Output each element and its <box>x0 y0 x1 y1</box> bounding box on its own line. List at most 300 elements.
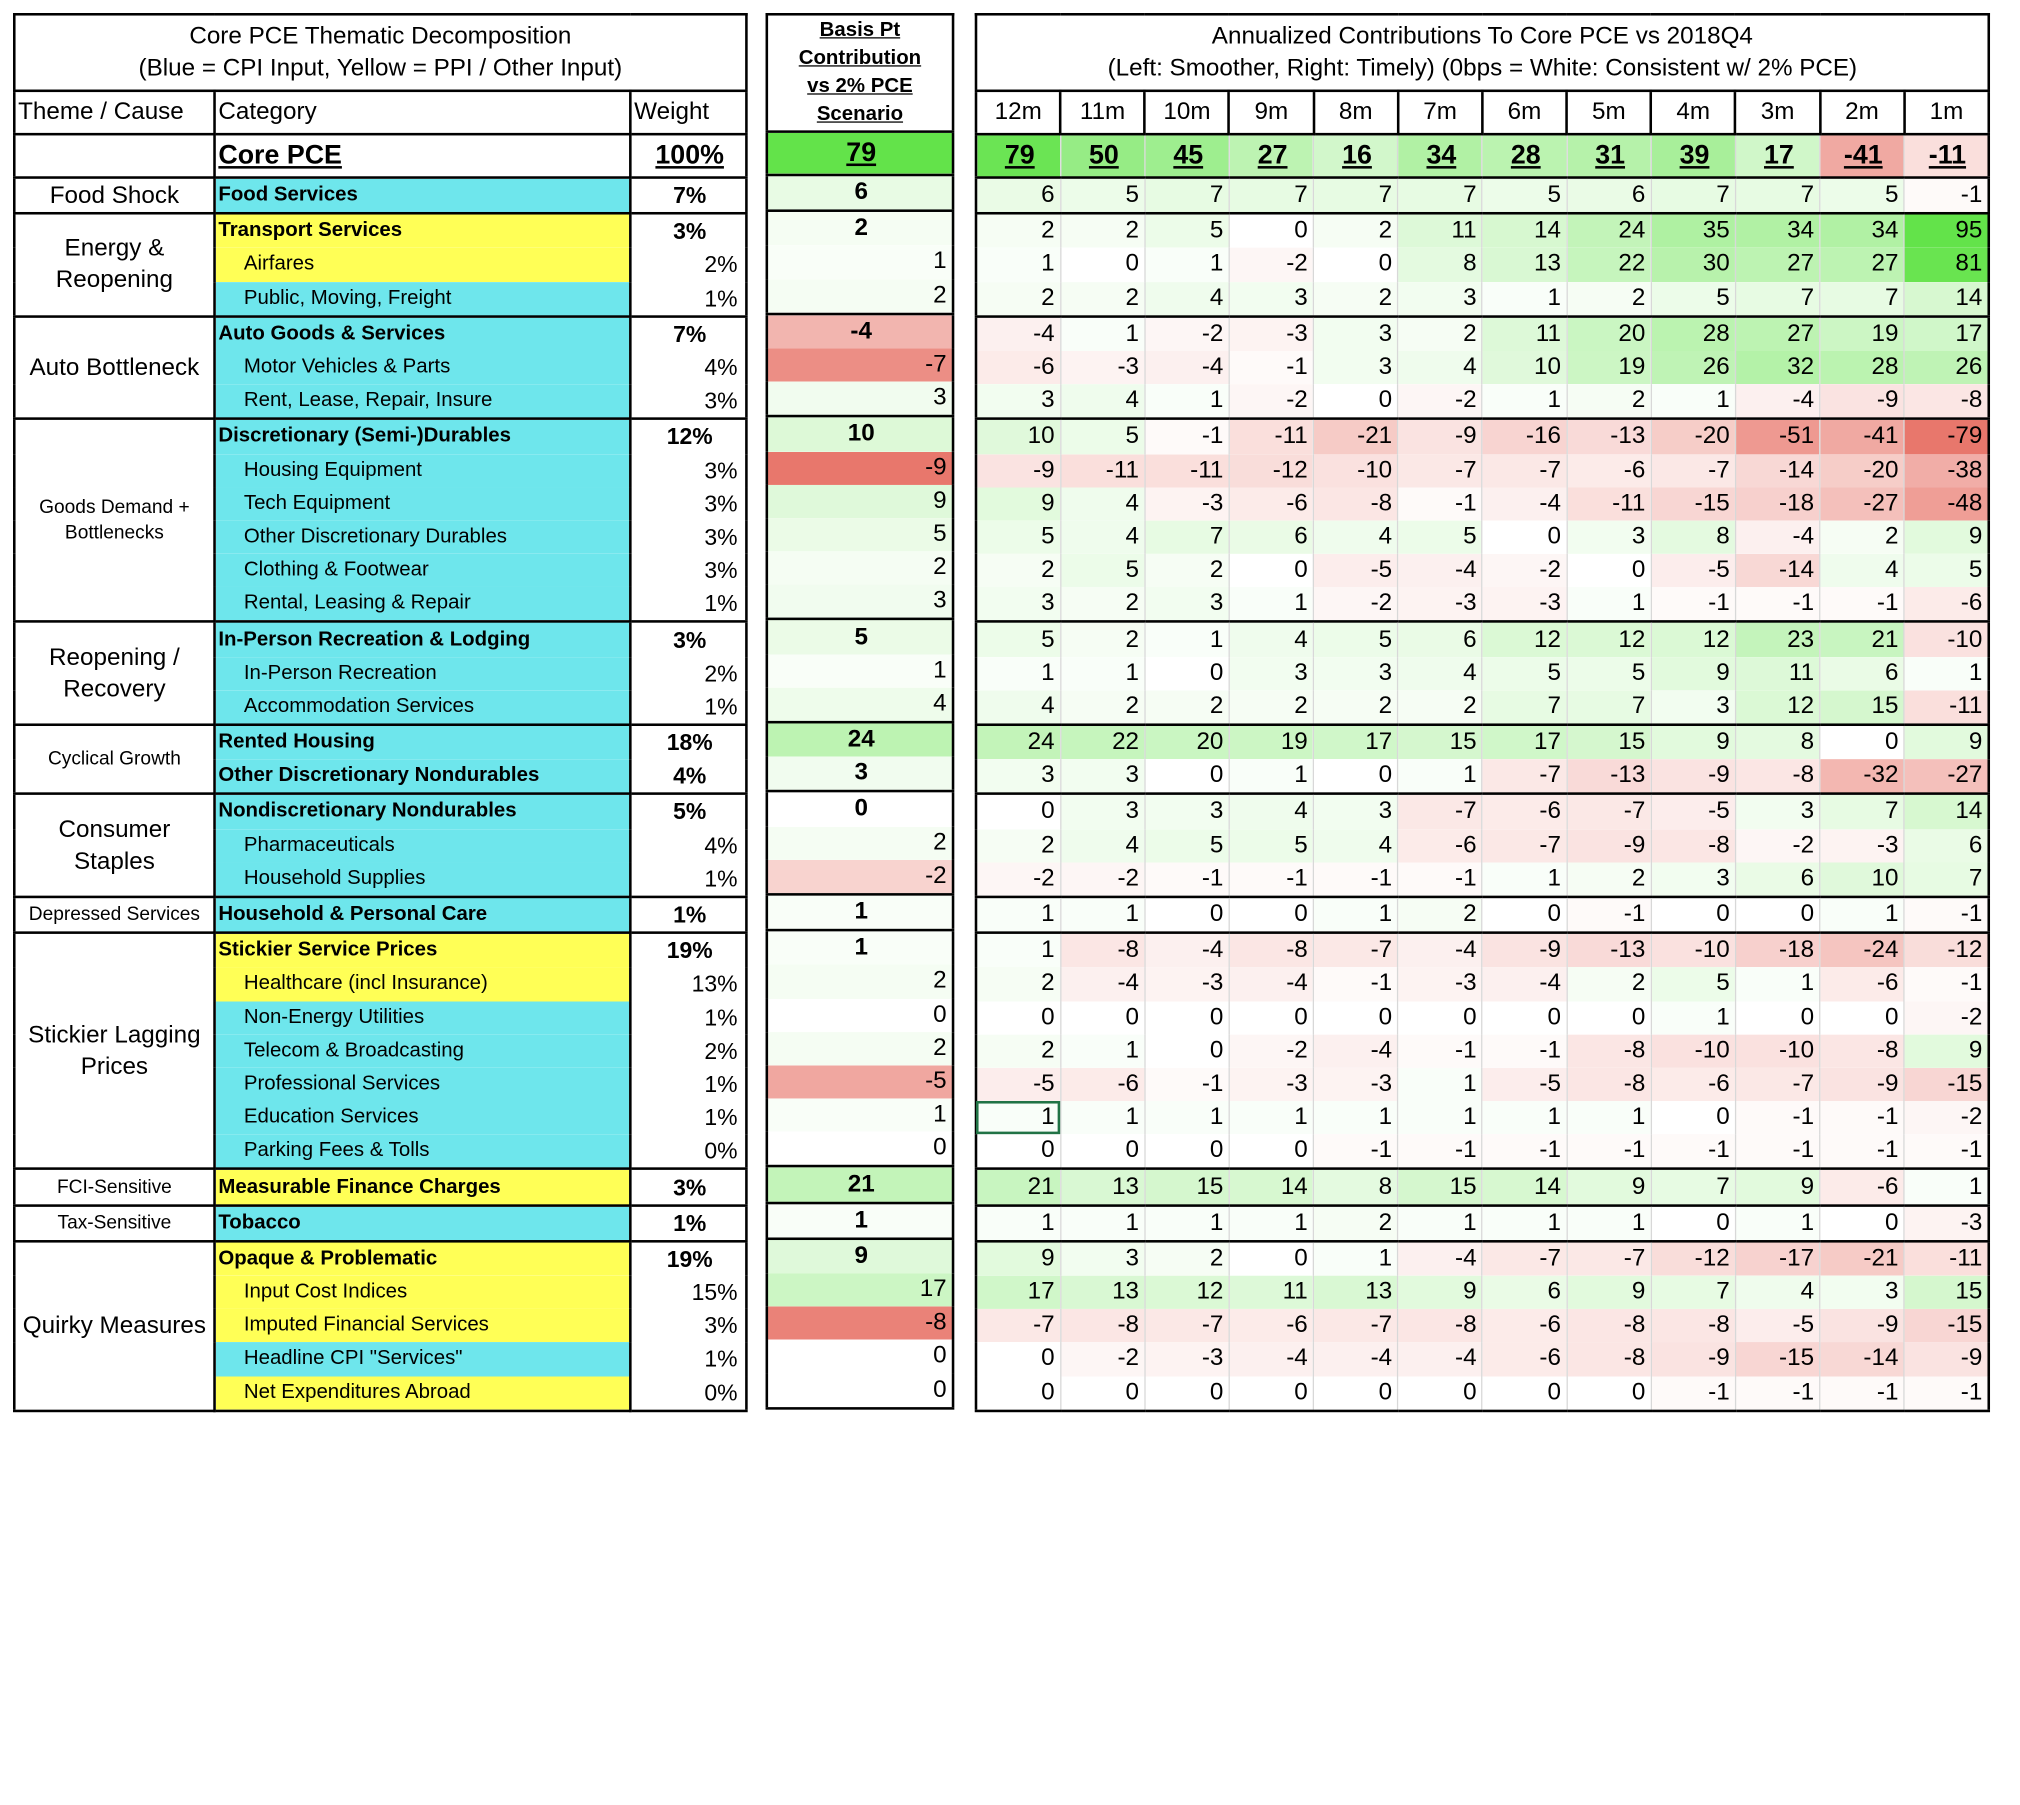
contribution-value[interactable]: 6 <box>1567 178 1651 214</box>
contribution-value[interactable]: -20 <box>1820 454 1904 487</box>
contribution-value[interactable]: 3 <box>1145 587 1229 622</box>
contribution-value[interactable]: 20 <box>1567 316 1651 351</box>
weight-value[interactable]: 19% <box>666 938 713 964</box>
contribution-value[interactable]: 1 <box>1314 897 1398 933</box>
contribution-value[interactable]: 7 <box>1651 178 1735 214</box>
col-header-12m[interactable]: 12m <box>976 91 1060 134</box>
contribution-value[interactable]: -9 <box>1820 1309 1904 1342</box>
contribution-value[interactable]: 1 <box>1229 587 1313 622</box>
contribution-value[interactable]: 4 <box>1229 622 1313 657</box>
contribution-value[interactable]: 39 <box>1651 134 1735 177</box>
category-label[interactable]: Other Discretionary Nondurables <box>215 759 631 794</box>
bp-value[interactable]: 17 <box>767 1273 953 1306</box>
contribution-value[interactable]: 3 <box>1314 316 1398 351</box>
bp-value[interactable]: 5 <box>767 518 953 551</box>
contribution-value[interactable]: 6 <box>1482 1276 1566 1309</box>
contribution-value[interactable]: 7 <box>1904 862 1989 897</box>
contribution-value[interactable]: 2 <box>1060 282 1144 317</box>
contribution-value[interactable]: -2 <box>1904 1001 1989 1034</box>
contribution-value[interactable]: 9 <box>1567 1276 1651 1309</box>
contribution-value[interactable]: -4 <box>1145 933 1229 968</box>
bp-value[interactable]: -4 <box>767 314 953 349</box>
contribution-value[interactable]: -1 <box>1314 862 1398 897</box>
contribution-value[interactable]: -1 <box>1904 897 1989 933</box>
contribution-value[interactable]: 5 <box>1229 829 1313 862</box>
contribution-value[interactable]: -3 <box>1145 1343 1229 1376</box>
contribution-value[interactable]: 2 <box>976 554 1060 587</box>
category-label[interactable]: Measurable Finance Charges <box>215 1169 631 1205</box>
contribution-value[interactable]: 19 <box>1820 316 1904 351</box>
contribution-value[interactable]: 4 <box>1060 829 1144 862</box>
contribution-value[interactable]: -10 <box>1904 622 1989 657</box>
contribution-value[interactable]: 9 <box>1398 1276 1482 1309</box>
contribution-value[interactable]: -1 <box>1398 1134 1482 1169</box>
contribution-value[interactable]: 2 <box>1567 384 1651 419</box>
contribution-value[interactable]: 13 <box>1060 1169 1144 1205</box>
contribution-value[interactable]: 2 <box>1398 690 1482 725</box>
bp-value[interactable]: 1 <box>767 246 953 279</box>
contribution-value[interactable]: -1 <box>1651 587 1735 622</box>
contribution-value[interactable]: -1 <box>1904 1134 1989 1169</box>
contribution-value[interactable]: 2 <box>1060 213 1144 248</box>
contribution-value[interactable]: 27 <box>1735 248 1819 281</box>
contribution-value[interactable]: 0 <box>1229 554 1313 587</box>
contribution-value[interactable]: 2 <box>976 1034 1060 1067</box>
contribution-value[interactable]: 0 <box>1651 1205 1735 1241</box>
contribution-value[interactable]: -7 <box>1145 1309 1229 1342</box>
contribution-value[interactable]: -17 <box>1735 1241 1819 1276</box>
contribution-value[interactable]: 1 <box>1567 1205 1651 1241</box>
contribution-value[interactable]: -14 <box>1735 554 1819 587</box>
bp-header[interactable] <box>767 14 953 131</box>
contribution-value[interactable]: -3 <box>1229 1068 1313 1101</box>
contribution-value[interactable]: -7 <box>1567 794 1651 829</box>
contribution-value[interactable]: -4 <box>1482 967 1566 1000</box>
category-label[interactable]: Accommodation Services <box>215 690 631 725</box>
contribution-value[interactable]: -3 <box>1904 1205 1989 1241</box>
contribution-value[interactable]: -4 <box>1229 967 1313 1000</box>
contribution-value[interactable]: 9 <box>1904 520 1989 553</box>
contribution-value[interactable]: -11 <box>1145 454 1229 487</box>
contribution-value[interactable]: -4 <box>1145 351 1229 384</box>
contribution-value[interactable]: 3 <box>1060 794 1144 829</box>
weight-value[interactable]: 1% <box>704 1346 738 1373</box>
contribution-value[interactable]: -8 <box>1651 829 1735 862</box>
weight-value[interactable]: 12% <box>666 424 713 450</box>
contribution-value[interactable]: 0 <box>1314 384 1398 419</box>
contribution-value[interactable]: 8 <box>1651 520 1735 553</box>
contribution-value[interactable]: -8 <box>1567 1034 1651 1067</box>
contribution-value[interactable]: -6 <box>1060 1068 1144 1101</box>
contribution-value[interactable]: 6 <box>1398 622 1482 657</box>
contribution-value[interactable]: 0 <box>976 794 1060 829</box>
contribution-value[interactable]: 14 <box>1904 794 1989 829</box>
contribution-value[interactable]: -6 <box>1482 794 1566 829</box>
contribution-value[interactable]: 2 <box>1820 520 1904 553</box>
contribution-value[interactable]: 3 <box>976 759 1060 794</box>
contribution-value[interactable]: 1 <box>1145 622 1229 657</box>
contribution-value[interactable]: 1 <box>1651 1001 1735 1034</box>
contribution-value[interactable]: 3 <box>1735 794 1819 829</box>
contribution-value[interactable]: 0 <box>976 1376 1060 1411</box>
contribution-value[interactable]: 34 <box>1735 213 1819 248</box>
contribution-value[interactable]: 8 <box>1398 248 1482 281</box>
contribution-value[interactable]: 3 <box>1651 690 1735 725</box>
category-label[interactable]: In-Person Recreation & Lodging <box>215 622 631 657</box>
category-label[interactable]: Transport Services <box>215 213 631 248</box>
category-label[interactable]: Input Cost Indices <box>215 1276 631 1309</box>
contribution-value[interactable]: 1 <box>1229 759 1313 794</box>
bp-value[interactable]: 2 <box>767 1032 953 1065</box>
contribution-value[interactable]: 3 <box>1567 520 1651 553</box>
contribution-value[interactable]: 1 <box>976 933 1060 968</box>
contribution-value[interactable]: 1 <box>1567 587 1651 622</box>
contribution-value[interactable]: 2 <box>1314 690 1398 725</box>
weight-value[interactable]: 3% <box>630 1169 746 1205</box>
contribution-value[interactable]: 1 <box>1314 1101 1398 1134</box>
contribution-value[interactable]: -24 <box>1820 933 1904 968</box>
contribution-value[interactable]: 1 <box>1482 1205 1566 1241</box>
weight-value[interactable]: 3% <box>704 524 738 550</box>
category-label[interactable]: Nondiscretionary Nondurables <box>215 794 631 829</box>
contribution-value[interactable]: 28 <box>1651 316 1735 351</box>
contribution-value[interactable]: 8 <box>1735 725 1819 760</box>
contribution-value[interactable]: 7 <box>1145 520 1229 553</box>
bp-value[interactable]: -5 <box>767 1065 953 1098</box>
contribution-value[interactable]: 0 <box>1314 1001 1398 1034</box>
contribution-value[interactable]: 1 <box>1482 282 1566 317</box>
contribution-value[interactable]: -5 <box>976 1068 1060 1101</box>
contribution-value[interactable]: 15 <box>1145 1169 1229 1205</box>
contribution-value[interactable]: -5 <box>1651 554 1735 587</box>
contribution-value[interactable]: 9 <box>1567 1169 1651 1205</box>
contribution-value[interactable]: 0 <box>976 1001 1060 1034</box>
contribution-value[interactable]: -12 <box>1229 454 1313 487</box>
contribution-value[interactable]: -3 <box>1145 487 1229 520</box>
contribution-value[interactable]: -1 <box>1229 862 1313 897</box>
contribution-value[interactable]: -21 <box>1820 1241 1904 1276</box>
contribution-value[interactable]: -1 <box>1145 419 1229 454</box>
contribution-value[interactable]: -4 <box>1735 384 1819 419</box>
contribution-value[interactable]: -11 <box>1904 134 1989 177</box>
category-label[interactable]: Rented Housing <box>215 725 631 760</box>
contribution-value[interactable]: 1 <box>1145 384 1229 419</box>
contribution-value[interactable]: 15 <box>1398 1169 1482 1205</box>
contribution-value[interactable]: -3 <box>1398 967 1482 1000</box>
contribution-value[interactable]: 1 <box>1314 1241 1398 1276</box>
contribution-value[interactable]: -1 <box>1820 1134 1904 1169</box>
contribution-value[interactable]: 3 <box>1229 657 1313 690</box>
contribution-value[interactable]: -38 <box>1904 454 1989 487</box>
contribution-value[interactable]: 1 <box>976 248 1060 281</box>
contribution-value[interactable]: 5 <box>1145 213 1229 248</box>
contribution-value[interactable]: -2 <box>1398 384 1482 419</box>
contribution-value[interactable]: 26 <box>1651 351 1735 384</box>
contribution-value[interactable]: -2 <box>1229 248 1313 281</box>
contribution-value[interactable]: -1 <box>1567 1134 1651 1169</box>
weight-value[interactable]: 3% <box>630 384 746 419</box>
contribution-value[interactable]: 17 <box>1314 725 1398 760</box>
contribution-value[interactable]: 2 <box>1060 587 1144 622</box>
contribution-value[interactable]: 7 <box>1735 282 1819 317</box>
contribution-value[interactable]: -3 <box>1398 587 1482 622</box>
category-label[interactable]: Tech Equipment <box>215 487 631 520</box>
col-header-1m[interactable]: 1m <box>1904 91 1989 134</box>
contribution-value[interactable]: 19 <box>1229 725 1313 760</box>
contribution-value[interactable]: 0 <box>1060 1134 1144 1169</box>
category-label[interactable]: Rental, Leasing & Repair <box>215 587 631 622</box>
contribution-value[interactable]: -1 <box>1735 587 1819 622</box>
contribution-value[interactable]: 5 <box>1145 829 1229 862</box>
contribution-value[interactable]: -7 <box>1482 454 1566 487</box>
contribution-value[interactable]: 24 <box>1567 213 1651 248</box>
col-header-4m[interactable]: 4m <box>1651 91 1735 134</box>
contribution-value[interactable]: 1 <box>1398 1101 1482 1134</box>
contribution-value[interactable]: 3 <box>1820 1276 1904 1309</box>
contribution-value[interactable]: 0 <box>1229 213 1313 248</box>
contribution-value[interactable]: -1 <box>1735 1134 1819 1169</box>
contribution-value[interactable]: -8 <box>1567 1343 1651 1376</box>
bp-value[interactable]: 4 <box>767 688 953 723</box>
contribution-value[interactable]: 10 <box>1482 351 1566 384</box>
bp-value[interactable]: 2 <box>767 211 953 246</box>
contribution-value[interactable]: 12 <box>1651 622 1735 657</box>
weight-value[interactable]: 1% <box>630 1205 746 1241</box>
bp-value[interactable]: 0 <box>767 998 953 1031</box>
contribution-value[interactable]: 3 <box>1060 759 1144 794</box>
contribution-value[interactable]: -4 <box>1060 967 1144 1000</box>
contribution-value[interactable]: -7 <box>1482 829 1566 862</box>
weight-value[interactable]: 1% <box>630 690 746 725</box>
contribution-value[interactable]: -10 <box>1314 454 1398 487</box>
contribution-value[interactable]: 7 <box>1567 690 1651 725</box>
contribution-value[interactable]: 0 <box>1314 248 1398 281</box>
contribution-value[interactable]: -4 <box>1398 1343 1482 1376</box>
contribution-value[interactable]: 2 <box>1145 554 1229 587</box>
contribution-value[interactable]: 24 <box>976 725 1060 760</box>
contribution-value[interactable]: 19 <box>1567 351 1651 384</box>
contribution-value[interactable]: 2 <box>1314 213 1398 248</box>
contribution-value[interactable]: -11 <box>1229 419 1313 454</box>
contribution-value[interactable]: -13 <box>1567 759 1651 794</box>
contribution-value[interactable]: 11 <box>1735 657 1819 690</box>
category-label[interactable]: Healthcare (incl Insurance) <box>215 967 631 1000</box>
contribution-value[interactable]: 1 <box>1735 1205 1819 1241</box>
contribution-value[interactable]: 9 <box>976 487 1060 520</box>
contribution-value[interactable]: 1 <box>1229 1205 1313 1241</box>
contribution-value[interactable]: -8 <box>1398 1309 1482 1342</box>
col-header-10m[interactable]: 10m <box>1145 91 1229 134</box>
contribution-value[interactable]: 5 <box>1398 520 1482 553</box>
contribution-value[interactable]: -8 <box>1820 1034 1904 1067</box>
contribution-value[interactable]: -2 <box>1060 862 1144 897</box>
contribution-value[interactable]: 13 <box>1314 1276 1398 1309</box>
contribution-value[interactable]: 1 <box>1482 384 1566 419</box>
contribution-value[interactable]: -15 <box>1904 1309 1989 1342</box>
contribution-value[interactable]: 3 <box>976 587 1060 622</box>
contribution-value[interactable]: 20 <box>1145 725 1229 760</box>
contribution-value[interactable]: -6 <box>1820 967 1904 1000</box>
contribution-value[interactable]: 9 <box>1651 725 1735 760</box>
contribution-value[interactable]: 3 <box>1229 282 1313 317</box>
contribution-value[interactable]: 1 <box>1567 1101 1651 1134</box>
contribution-value[interactable]: -9 <box>976 454 1060 487</box>
contribution-value[interactable]: -2 <box>1904 1101 1989 1134</box>
contribution-value[interactable]: 0 <box>1820 725 1904 760</box>
contribution-value[interactable]: 1 <box>1060 1101 1144 1134</box>
bp-value[interactable]: -8 <box>767 1307 953 1340</box>
contribution-value[interactable]: 9 <box>976 1241 1060 1276</box>
contribution-value[interactable]: -11 <box>1904 1241 1989 1276</box>
contribution-value[interactable]: 1 <box>1060 316 1144 351</box>
contribution-value[interactable]: 2 <box>1060 622 1144 657</box>
bp-value[interactable]: 0 <box>767 1132 953 1167</box>
col-header-9m[interactable]: 9m <box>1229 91 1313 134</box>
contribution-value[interactable]: -8 <box>1060 933 1144 968</box>
weight-value[interactable]: 3% <box>673 627 707 653</box>
contribution-value[interactable]: 14 <box>1904 282 1989 317</box>
contribution-value[interactable]: -11 <box>1060 454 1144 487</box>
contribution-value[interactable]: 2 <box>976 282 1060 317</box>
contribution-value[interactable]: 0 <box>1145 1376 1229 1411</box>
category-label[interactable]: Opaque & Problematic <box>215 1241 631 1276</box>
contribution-value[interactable]: 1 <box>1904 1169 1989 1205</box>
weight-value[interactable]: 2% <box>704 660 738 687</box>
contribution-value[interactable]: -1 <box>1904 967 1989 1000</box>
contribution-value[interactable]: 35 <box>1651 213 1735 248</box>
contribution-value[interactable]: -27 <box>1904 759 1989 794</box>
contribution-value[interactable]: -8 <box>1735 759 1819 794</box>
bp-value[interactable]: 1 <box>767 930 953 965</box>
contribution-value[interactable]: -8 <box>1567 1309 1651 1342</box>
col-header-6m[interactable]: 6m <box>1482 91 1566 134</box>
contribution-value[interactable]: 14 <box>1229 1169 1313 1205</box>
contribution-value[interactable]: 1 <box>1398 759 1482 794</box>
contribution-value[interactable]: 1 <box>1398 1205 1482 1241</box>
contribution-value[interactable]: 4 <box>1735 1276 1819 1309</box>
weight-value[interactable]: 1% <box>630 897 746 933</box>
contribution-value[interactable]: 26 <box>1904 351 1989 384</box>
contribution-value[interactable]: -8 <box>1314 487 1398 520</box>
contribution-value[interactable]: 3 <box>1398 282 1482 317</box>
contribution-value[interactable]: 27 <box>1229 134 1313 177</box>
contribution-value[interactable]: 7 <box>1482 690 1566 725</box>
contribution-value[interactable]: -3 <box>1060 351 1144 384</box>
weight-value[interactable]: 13% <box>691 971 738 997</box>
contribution-value[interactable]: -32 <box>1820 759 1904 794</box>
contribution-value[interactable]: -4 <box>1482 487 1566 520</box>
weight-value[interactable]: 4% <box>704 832 738 859</box>
contribution-value[interactable]: -13 <box>1567 419 1651 454</box>
contribution-value[interactable]: -8 <box>1904 384 1989 419</box>
contribution-value[interactable]: 1 <box>1904 657 1989 690</box>
contribution-value[interactable]: 4 <box>1145 282 1229 317</box>
contribution-value[interactable]: 95 <box>1904 213 1989 248</box>
contribution-value[interactable]: -2 <box>1060 1343 1144 1376</box>
contribution-value[interactable]: 2 <box>976 829 1060 862</box>
contribution-value[interactable]: -1 <box>1735 1101 1819 1134</box>
contribution-value[interactable]: 2 <box>1229 690 1313 725</box>
bp-value[interactable]: -9 <box>767 451 953 484</box>
category-label[interactable]: Food Services <box>215 178 631 214</box>
contribution-value[interactable]: -9 <box>1651 1343 1735 1376</box>
contribution-value[interactable]: -7 <box>1398 794 1482 829</box>
contribution-value[interactable]: 1 <box>1060 897 1144 933</box>
contribution-value[interactable]: -6 <box>976 351 1060 384</box>
contribution-value[interactable]: 8 <box>1314 1169 1398 1205</box>
weight-value[interactable]: 100% <box>630 134 746 177</box>
contribution-value[interactable]: 0 <box>976 1134 1060 1169</box>
col-header-11m[interactable]: 11m <box>1060 91 1144 134</box>
contribution-value[interactable]: -3 <box>1314 1068 1398 1101</box>
contribution-value[interactable]: -1 <box>1820 1376 1904 1411</box>
contribution-value[interactable]: 0 <box>1145 897 1229 933</box>
contribution-value[interactable]: -6 <box>1820 1169 1904 1205</box>
bp-value[interactable]: 3 <box>767 585 953 620</box>
contribution-value[interactable]: -48 <box>1904 487 1989 520</box>
category-label[interactable]: Household Supplies <box>215 862 631 897</box>
category-label[interactable]: Tobacco <box>215 1205 631 1241</box>
contribution-value[interactable]: 1 <box>1482 862 1566 897</box>
contribution-value[interactable]: 9 <box>1904 725 1989 760</box>
contribution-value[interactable]: 1 <box>1145 1205 1229 1241</box>
contribution-value[interactable]: -5 <box>1735 1309 1819 1342</box>
contribution-value[interactable]: 0 <box>1229 1376 1313 1411</box>
contribution-value[interactable]: -9 <box>1482 933 1566 968</box>
weight-value[interactable]: 1% <box>630 282 746 317</box>
contribution-value[interactable]: -8 <box>1229 933 1313 968</box>
contribution-value[interactable]: 0 <box>1820 1001 1904 1034</box>
weight-value[interactable]: 1% <box>630 862 746 897</box>
contribution-value[interactable]: -8 <box>1060 1309 1144 1342</box>
contribution-value[interactable]: 1 <box>1145 248 1229 281</box>
contribution-value[interactable]: 16 <box>1314 134 1398 177</box>
category-label[interactable]: Household & Personal Care <box>215 897 631 933</box>
contribution-value[interactable]: 7 <box>1314 178 1398 214</box>
contribution-value[interactable]: -1 <box>1482 1034 1566 1067</box>
contribution-value[interactable]: 7 <box>1651 1169 1735 1205</box>
contribution-value[interactable]: 7 <box>1820 282 1904 317</box>
category-label[interactable]: Stickier Service Prices <box>215 933 631 968</box>
contribution-value[interactable]: 7 <box>1145 178 1229 214</box>
contribution-value[interactable]: -11 <box>1904 690 1989 725</box>
contribution-value[interactable]: -2 <box>1229 384 1313 419</box>
contribution-value[interactable]: 3 <box>1651 862 1735 897</box>
contribution-value[interactable]: -1 <box>1398 1034 1482 1067</box>
contribution-value[interactable]: -1 <box>1820 587 1904 622</box>
contribution-value[interactable]: 13 <box>1060 1276 1144 1309</box>
contribution-value[interactable]: 12 <box>1735 690 1819 725</box>
contribution-value[interactable]: 5 <box>976 520 1060 553</box>
contribution-value[interactable]: -5 <box>1482 1068 1566 1101</box>
weight-value[interactable]: 5% <box>673 799 707 825</box>
contribution-value[interactable]: 0 <box>1060 248 1144 281</box>
bp-value[interactable]: 0 <box>767 1340 953 1373</box>
contribution-value[interactable]: -9 <box>1651 759 1735 794</box>
category-label[interactable]: Core PCE <box>215 134 631 177</box>
contribution-value[interactable]: -7 <box>976 1309 1060 1342</box>
contribution-value[interactable]: -1 <box>1398 487 1482 520</box>
contribution-value[interactable]: 22 <box>1060 725 1144 760</box>
contribution-value[interactable]: 2 <box>976 967 1060 1000</box>
contribution-value[interactable]: -1 <box>1735 1376 1819 1411</box>
contribution-value[interactable]: -7 <box>1482 1241 1566 1276</box>
contribution-value[interactable]: 50 <box>1060 134 1144 177</box>
contribution-value[interactable]: 2 <box>1567 862 1651 897</box>
col-header-5m[interactable]: 5m <box>1567 91 1651 134</box>
contribution-value[interactable]: -6 <box>1398 829 1482 862</box>
contribution-value[interactable]: 5 <box>1482 657 1566 690</box>
